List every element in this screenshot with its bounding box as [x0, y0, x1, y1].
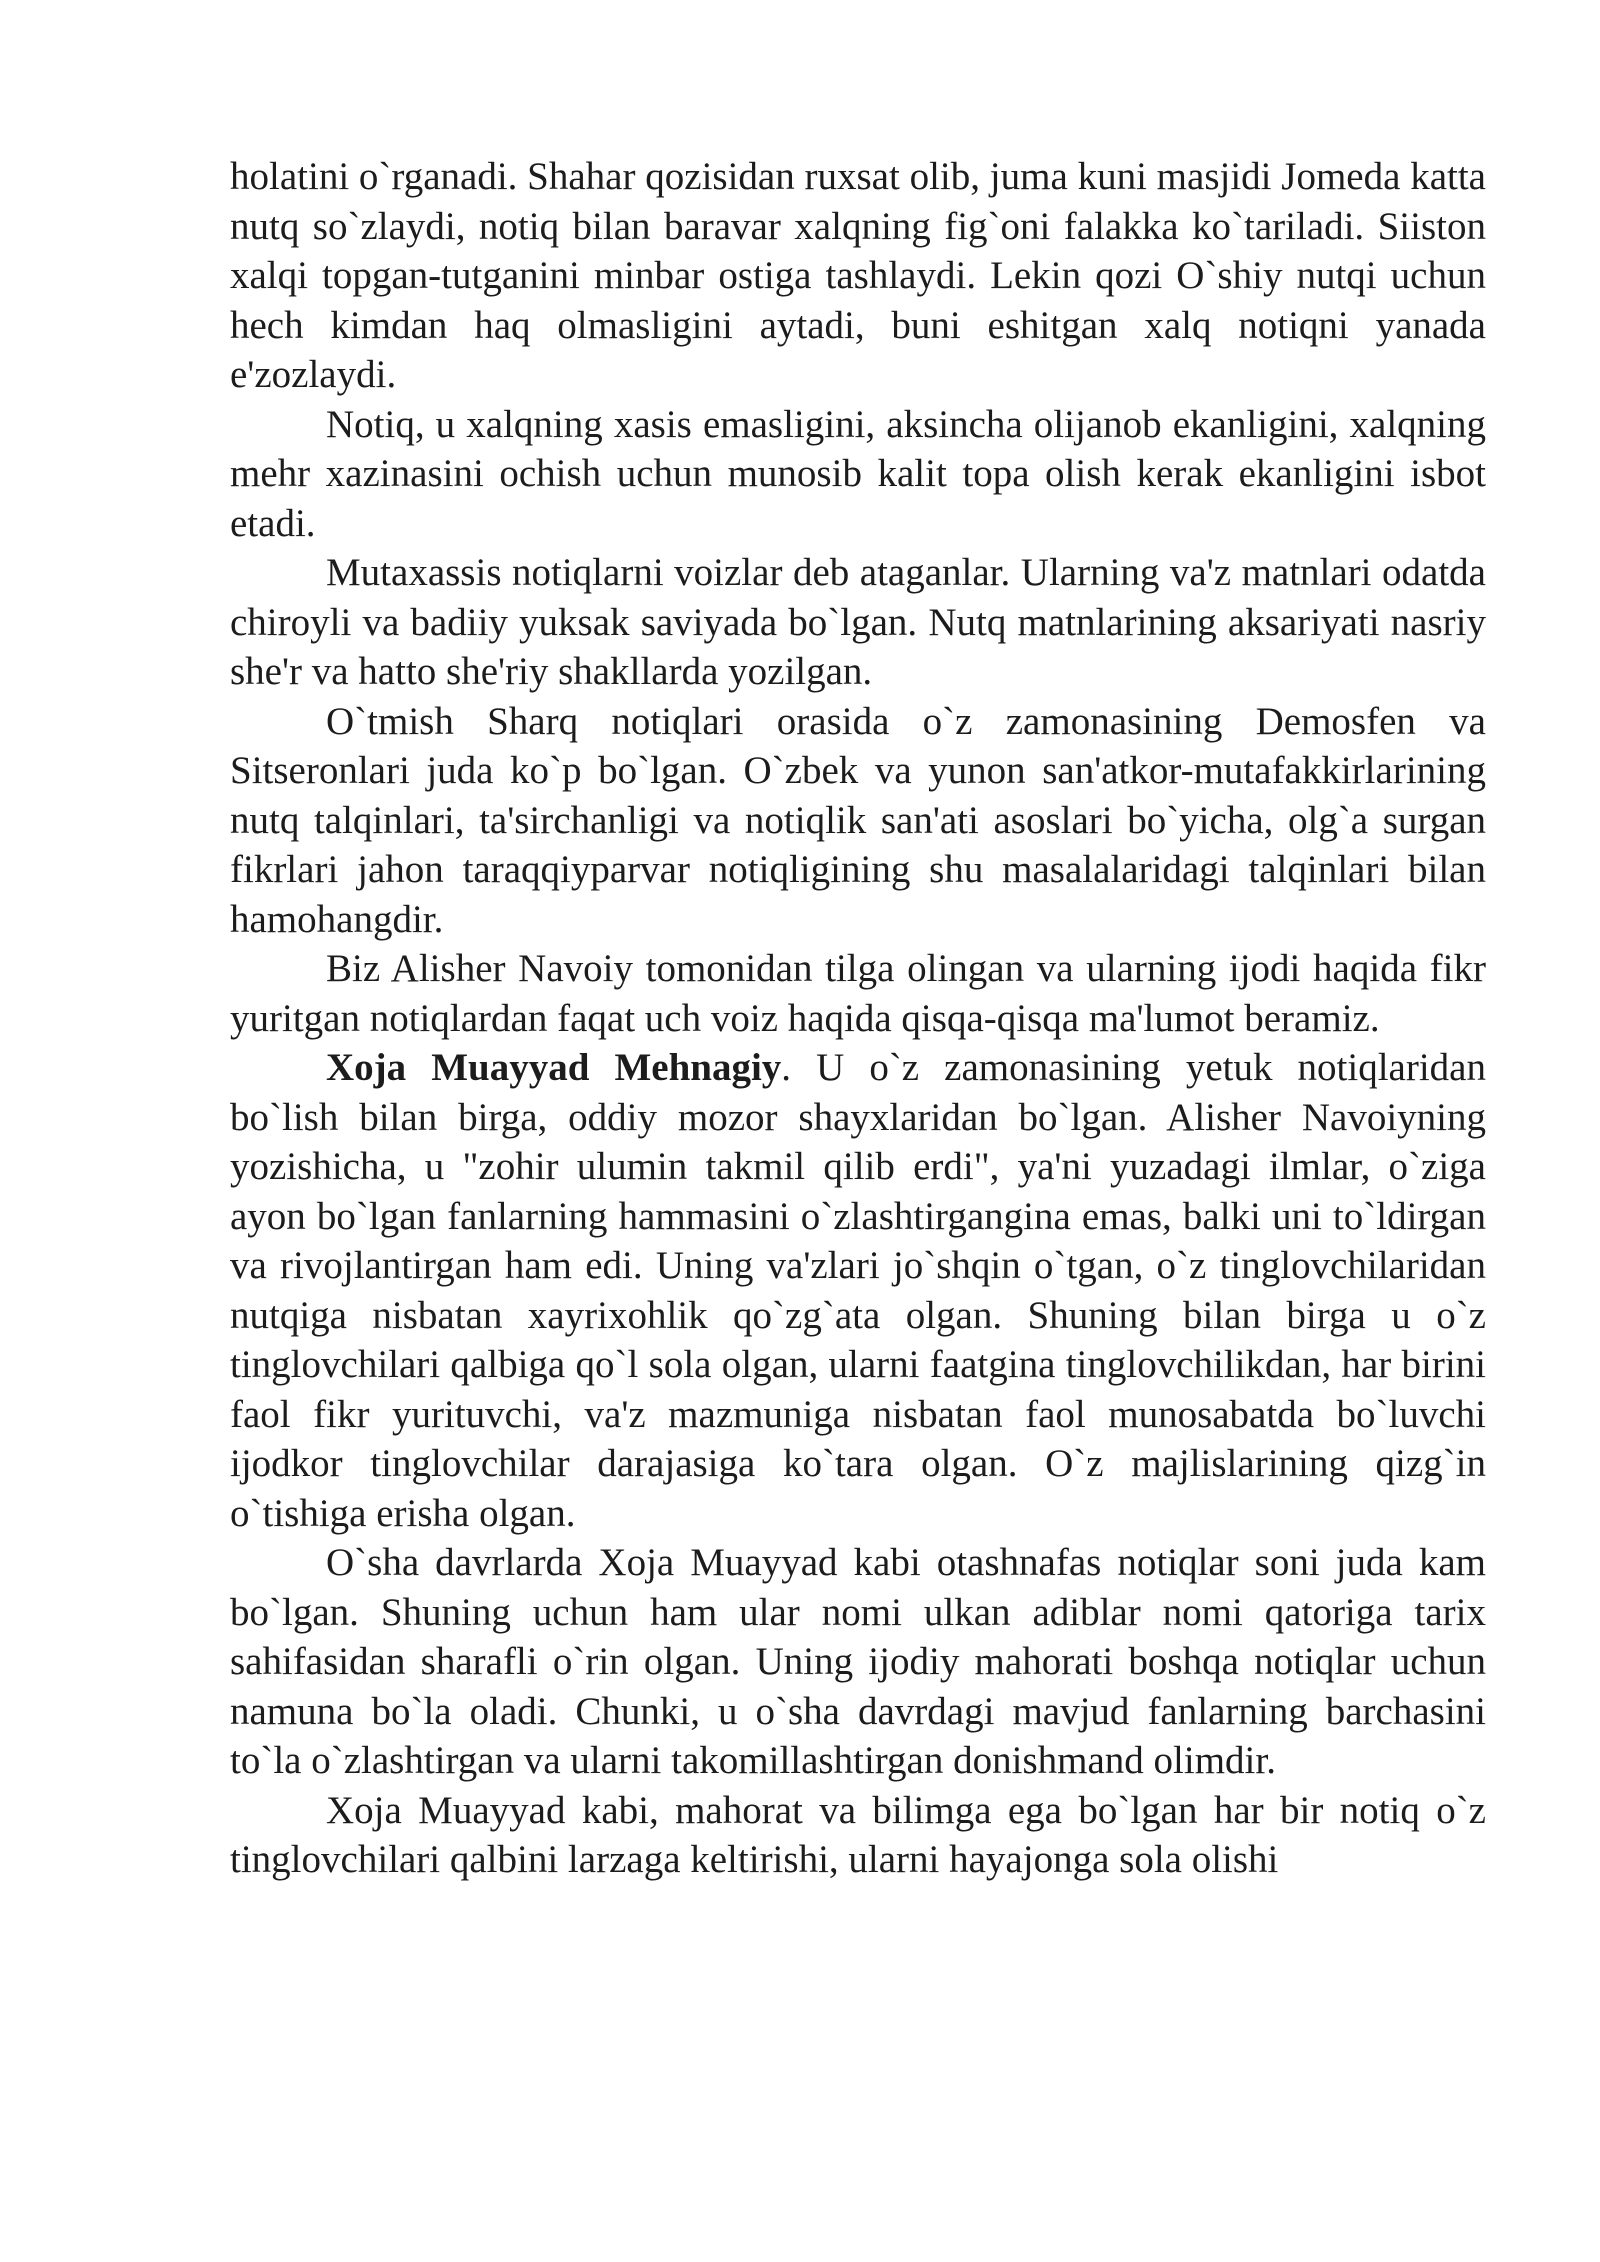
paragraph-4-text: O`tmish Sharq notiqlari orasida o`z zamonasining Demosfen va Sitseronlari juda ko`p bo`lgan. O`zbek va yunon san'atkor-mutafakkirlarining nutq talqinlari, ta'sirchanligi va notiqlik san'ati asoslari bo`yicha, olg`a surgan fikrlari jahon taraqqiyparvar notiqligining shu masalalaridagi talqinlari bilan hamohangdir. [230, 699, 1486, 941]
paragraph-1-text: holatini o`rganadi. Shahar qozisidan ruxsat olib, juma kuni masjidi Jomeda katta nutq so`zlaydi, notiq bilan baravar xalqning fig`oni falakka ko`tariladi. Siiston xalqi topgan-tutganini minbar ostiga tashlaydi. Lekin qozi O`shiy nutqi uchun hech kimdan haq olmasligini aytadi, buni eshitgan xalq notiqni yanada e'zozlaydi. [230, 155, 1486, 396]
paragraph-7 [230, 1538, 1486, 1786]
paragraph-5-text: Biz Alisher Navoiy tomonidan tilga olingan va ularning ijodi haqida fikr yuritgan notiqlardan faqat uch voiz haqida qisqa-qisqa ma'lumot beramiz. [230, 947, 1486, 1040]
paragraph-3 [230, 548, 1486, 697]
paragraph-3-text: Mutaxassis notiqlarni voizlar deb ataganlar. Ularning va'z matnlari odatda chiroyli va badiiy yuksak saviyada bo`lgan. Nutq matnlarining aksariyati nasriy she'r va hatto she'riy shakllarda yozilgan. [230, 551, 1486, 693]
paragraph-4 [230, 697, 1486, 945]
document-page [230, 152, 1486, 1885]
paragraph-2-text: Notiq, u xalqning xasis emasligini, aksincha olijanob ekanligini, xalqning mehr xazinasini ochish uchun munosib kalit topa olish kerak ekanligini isbot etadi. [230, 402, 1486, 545]
paragraph-6-text: . U o`z zamonasining yetuk notiqlaridan bo`lish bilan birga, oddiy mozor shayxlaridan bo`lgan. Alisher Navoiyning yozishicha, u "zohir ulumin takmil qilib erdi", ya'ni yuzadagi ilmlar, o`ziga ayon bo`lgan fanlarning hammasini o`zlashtirgangina emas, balki uni to`ldirgan va rivojlantirgan ham edi. Uning va'zlari jo`shqin o`tgan, o`z tinglovchilaridan nutqiga nisbatan xayrixohlik qo`zg`ata olgan. Shuning bilan birga u o`z tinglovchilari qalbiga qo`l sola olgan, ularni faatgina tinglovchilikdan, har birini faol fikr yurituvchi, va'z mazmuniga nisbatan faol munosabatda bo`luvchi ijodkor tinglovchilar darajasiga ko`tara olgan. O`z majlislarining qizg`in o`tishiga erisha olgan. [230, 1046, 1486, 1535]
paragraph-5 [230, 944, 1486, 1043]
paragraph-1 [230, 152, 1486, 400]
paragraph-6 [230, 1043, 1486, 1538]
paragraph-8-text: Xoja Muayyad kabi, mahorat va bilimga ega bo`lgan har bir notiq o`z tinglovchilari qalbini larzaga keltirishi, ularni hayajonga sola olishi [230, 1788, 1486, 1881]
paragraph-8 [230, 1786, 1486, 1885]
paragraph-2 [230, 400, 1486, 549]
person-name-bold: Xoja Muayyad Mehnagiy [326, 1046, 782, 1089]
paragraph-7-text: O`sha davrlarda Xoja Muayyad kabi otashnafas notiqlar soni juda kam bo`lgan. Shuning uchun ham ular nomi ulkan adiblar nomi qatoriga tarix sahifasidan sharafli o`rin olgan. Uning ijodiy mahorati boshqa notiqlar uchun namuna bo`la oladi. Chunki, u o`sha davrdagi mavjud fanlarning barchasini to`la o`zlashtirgan va ularni takomillashtirgan donishmand olimdir. [230, 1541, 1486, 1782]
